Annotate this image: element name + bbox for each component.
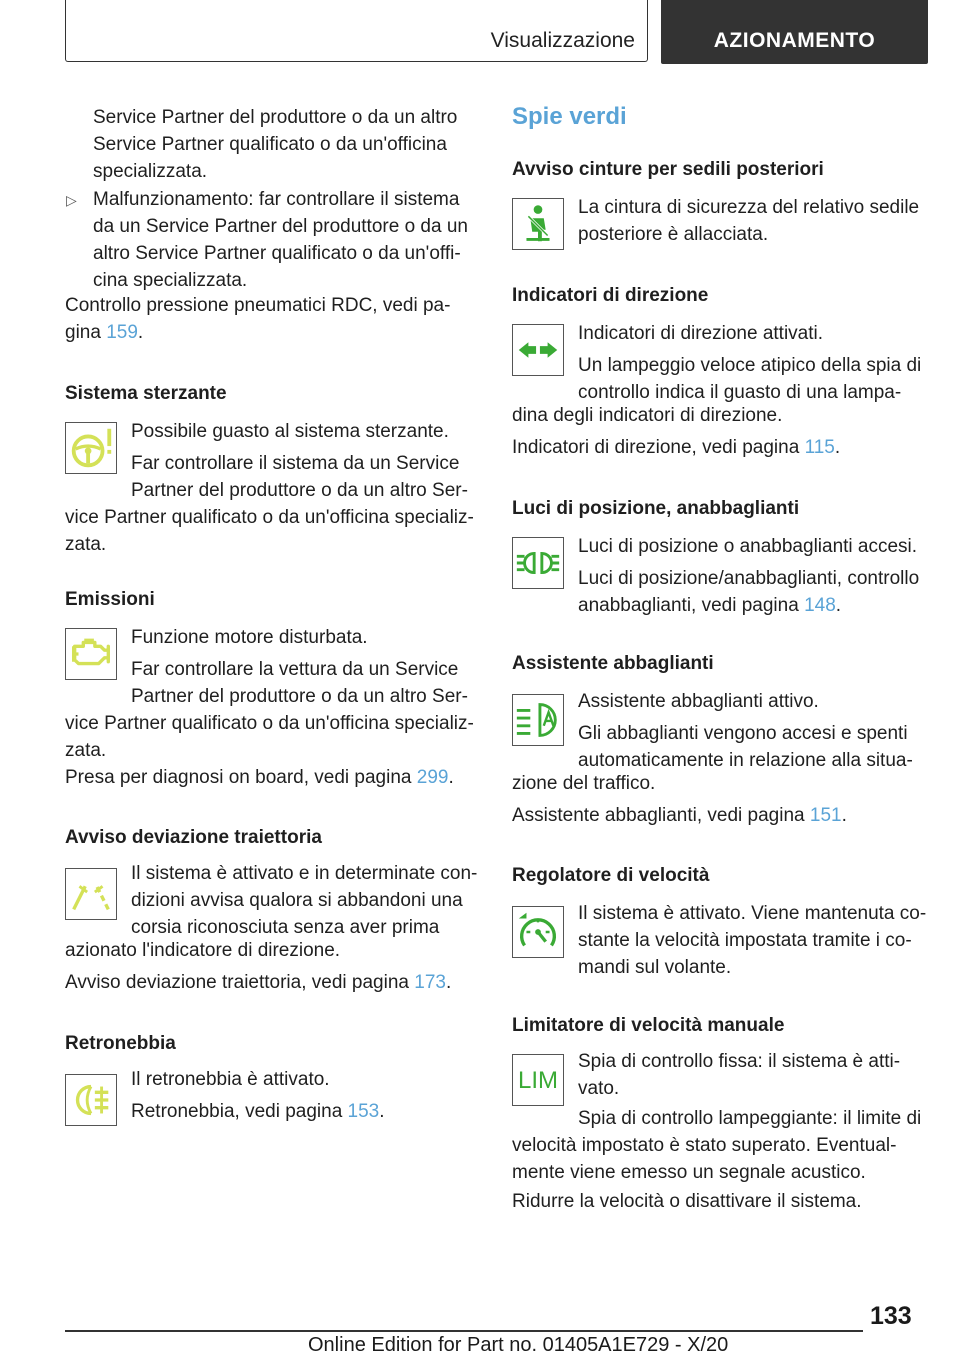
paragraph: Indicatori di direzione, vedi pagina 115. — [512, 437, 841, 458]
paragraph: Il sistema è attivato. Viene mantenuta co- stante la velocità impostata tramite i co- mandi sul volante. — [578, 903, 927, 978]
section-tab — [65, 0, 648, 62]
section-heading: Assistente abbaglianti — [512, 653, 714, 674]
lane-departure-icon — [65, 868, 117, 920]
paragraph: Far controllare la vettura da un Service Partner del produttore o da un altro Ser- — [131, 659, 468, 707]
paragraph: Ridurre la velocità o disattivare il sistema. — [512, 1191, 862, 1212]
paragraph: Un lampeggio veloce atipico della spia di controllo indica il guasto di una lampa- — [578, 355, 922, 403]
steering-warning-icon — [65, 422, 117, 474]
page-link[interactable]: 299 — [416, 767, 449, 788]
paragraph: Il sistema è attivato e in determinate con- dizioni avvisa qualora si abbandoni una corsia riconosciuta senza aver prima — [131, 863, 478, 938]
paragraph: azionato l'indicatore di direzione. — [65, 940, 341, 961]
paragraph: Controllo pressione pneumatici RDC, vedi pa- gina 159. — [65, 295, 451, 343]
position-low-beam-icon — [512, 537, 564, 589]
section-heading: Sistema sterzante — [65, 383, 227, 404]
page-link[interactable]: 159 — [106, 322, 138, 343]
paragraph: Il retronebbia è attivato. — [131, 1069, 330, 1090]
paragraph: Spia di controllo fissa: il sistema è atti- vato. — [578, 1051, 901, 1099]
paragraph: Assistente abbaglianti, vedi pagina 151. — [512, 805, 847, 826]
paragraph: vice Partner qualificato o da un'officina specializ- zata. — [65, 713, 474, 761]
paragraph: velocità impostato è stato superato. Eventual- mente viene emesso un segnale acustico. — [512, 1135, 897, 1183]
section-heading: Avviso cinture per sedili posteriori — [512, 159, 824, 180]
paragraph: Far controllare il sistema da un Service Partner del produttore o da un altro Ser- — [131, 453, 468, 501]
seatbelt-icon — [512, 198, 564, 250]
bullet-paragraph: Malfunzionamento: far controllare il sistema da un Service Partner del produttore o da un altro Service Partner qualificato o da un'offi- cina specializzata. — [93, 189, 468, 291]
section-heading: Retronebbia — [65, 1033, 176, 1054]
engine-warning-icon — [65, 628, 117, 680]
page-link[interactable]: 151 — [809, 805, 842, 826]
section-heading: Luci di posizione, anabbaglianti — [512, 498, 800, 519]
page-header — [65, 0, 928, 64]
paragraph: dina degli indicatori di direzione. — [512, 405, 783, 426]
section-title-green-lights: Spie verdi — [512, 103, 627, 130]
page-link[interactable]: 115 — [804, 437, 835, 458]
page-link[interactable]: 148 — [804, 595, 836, 616]
speed-limiter-icon — [512, 1054, 564, 1106]
section-heading: Emissioni — [65, 589, 155, 610]
paragraph: Possibile guasto al sistema sterzante. — [131, 421, 449, 442]
paragraph: Retronebbia, vedi pagina 153. — [131, 1101, 385, 1122]
paragraph: Spia di controllo lampeggiante: il limite di — [578, 1108, 922, 1129]
paragraph: Presa per diagnosi on board, vedi pagina 299. — [65, 767, 454, 788]
paragraph: Indicatori di direzione attivati. — [578, 323, 824, 344]
paragraph: Avviso deviazione traiettoria, vedi pagina 173. — [65, 972, 452, 993]
section-title: Visualizzazione — [490, 29, 635, 52]
paragraph: Gli abbaglianti vengono accesi e spenti automaticamente in relazione alla situa- — [578, 723, 913, 771]
paragraph: Funzione motore disturbata. — [131, 627, 368, 648]
cruise-control-icon — [512, 906, 564, 958]
rear-fog-light-icon — [65, 1074, 117, 1126]
paragraph: Luci di posizione/anabbaglianti, controllo anabbaglianti, vedi pagina 148. — [578, 568, 920, 616]
page-link[interactable]: 173 — [414, 972, 446, 993]
section-heading: Regolatore di velocità — [512, 865, 710, 886]
turn-signal-icon — [512, 324, 564, 376]
chapter-tab — [661, 0, 928, 64]
paragraph: Luci di posizione o anabbaglianti accesi. — [578, 536, 918, 557]
footer-divider — [65, 1330, 863, 1332]
high-beam-assist-icon — [512, 694, 564, 746]
paragraph: Assistente abbaglianti attivo. — [578, 691, 819, 712]
bullet-triangle-icon: ▷ — [66, 192, 77, 208]
paragraph: zione del traffico. — [512, 773, 656, 794]
section-heading: Limitatore di velocità manuale — [512, 1015, 785, 1036]
chapter-title: AZIONAMENTO — [713, 29, 876, 52]
page-link[interactable]: 153 — [347, 1101, 380, 1122]
page-number: 133 — [870, 1302, 912, 1330]
paragraph: La cintura di sicurezza del relativo sedile posteriore è allacciata. — [578, 197, 920, 245]
lim-label: LIM — [517, 1067, 558, 1094]
paragraph: Service Partner del produttore o da un altro Service Partner qualificato o da un'officina specializzata. — [93, 107, 458, 182]
paragraph: vice Partner qualificato o da un'officina specializ- zata. — [65, 507, 474, 555]
footer-edition: Online Edition for Part no. 01405A1E729 - X/20 — [308, 1334, 729, 1356]
section-heading: Indicatori di direzione — [512, 285, 709, 306]
section-heading: Avviso deviazione traiettoria — [65, 827, 322, 848]
